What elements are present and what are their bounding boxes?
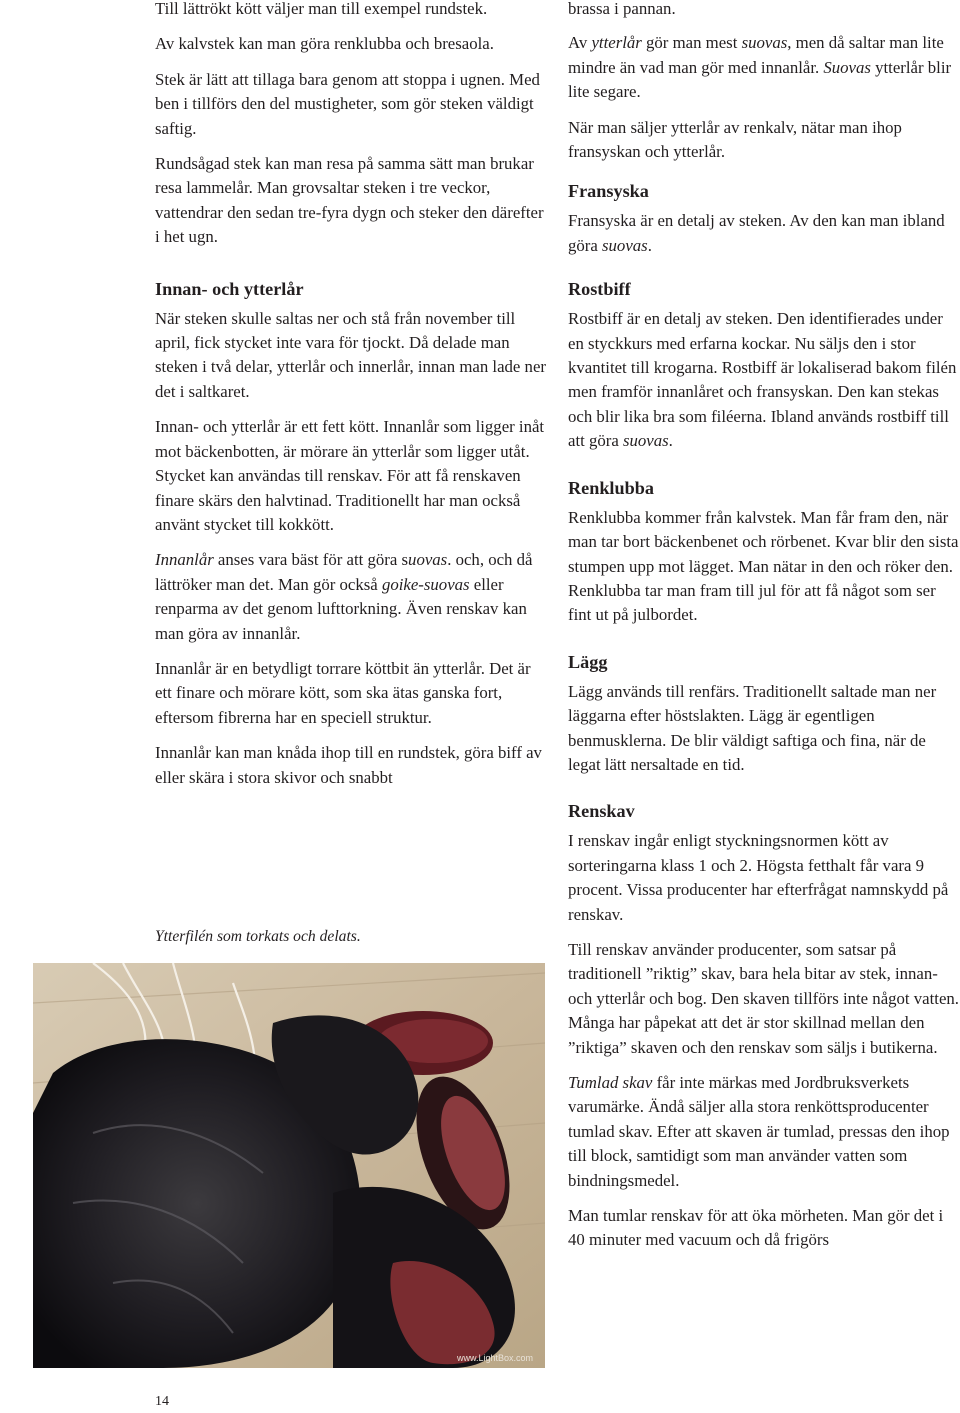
italic-term: goike-suovas	[381, 574, 470, 594]
section-heading-fransyska: Fransyska	[568, 181, 649, 202]
paragraph: Av kalvstek kan man göra renklubba och bresaola.	[155, 34, 494, 54]
italic-term: uovas	[408, 550, 448, 570]
paragraph: Innanlår kan man knåda ihop till en rundstek, göra biff av eller skära i stora skivor och snabbt	[155, 743, 542, 787]
left-column	[155, 0, 550, 790]
paragraph: I renskav ingår enligt styckningsnormen kött av sorteringarna klass 1 och 2. Högsta fetthalt får vara 9 procent. Vissa producenter har efterfrågat namnskydd på renskav.	[568, 831, 949, 924]
text-run: , men då saltar man lite mindre än vad man gör med innanlår.	[568, 33, 944, 77]
paragraph	[568, 307, 960, 453]
section-heading-innan-ytterlar: Innan- och ytterlår	[155, 278, 304, 299]
italic-term: suovas	[622, 431, 669, 451]
text-run: .	[668, 431, 673, 451]
paragraph: Stek är lätt att tillaga bara genom att stoppa i ugnen. Med ben i tillförs den del mustigheter, som gör steken väldigt saftig.	[155, 69, 540, 138]
text-run: eller renparma av det genom lufttorkning. Även renskav kan man göra av innanlår.	[155, 574, 527, 643]
photo-caption: Ytterfilén som torkats och delats.	[155, 928, 361, 945]
text-run: . och, och då lättröker man det. Man gör också	[155, 550, 533, 594]
text-run: gör man mest	[641, 33, 742, 53]
photo-dried-reindeer-fillet	[33, 963, 545, 1368]
paragraph: När steken skulle saltas ner och stå från november till april, fick stycket inte vara för tjockt. Då delade man steken i två delar, ytterlår och innerlår, innan man lade ner det i saltkaret.	[155, 308, 546, 401]
paragraph: Innan- och ytterlår är ett fett kött. Innanlår som ligger inåt mot bäckenbotten, är mörare än ytterlår som ligger utåt. Stycket kan användas till renskav. För att få renskaven finare skärs den halvtinad. Traditionellt har man också använt stycket till kokkött.	[155, 417, 545, 534]
italic-term: suovas	[741, 33, 788, 53]
text-run: får inte märkas med Jordbruksverkets varumärke. Ändå säljer alla stora renköttsproducenter tumlad skav. Efter att skaven är tumlad, pressas den ihop till block, samtidigt som man använder vatten som bindningsmedel.	[568, 1073, 950, 1190]
italic-term: suovas	[602, 235, 648, 255]
text-run: Av	[568, 33, 592, 53]
text-run: ytterlår blir lite segare.	[568, 57, 952, 102]
italic-term: Innanlår	[155, 550, 214, 570]
section-heading-rostbiff: Rostbiff	[568, 279, 631, 300]
paragraph: Rundsågad stek kan man resa på samma sätt man brukar resa lammelår. Man grovsaltar steken i tre veckor, vattendrar den sedan tre-fyra dygn och steker den därefter i het ugn.	[155, 154, 544, 247]
text-run: Fransyska är en detalj av steken. Av den kan man ibland göra	[568, 211, 945, 255]
section-heading-lagg: Lägg	[568, 651, 608, 672]
paragraph: När man säljer ytterlår av renkalv, nätar man ihop fransyskan och ytterlår.	[568, 117, 902, 162]
text-run: anses vara bäst för att göra s	[213, 550, 409, 570]
photo-illustration	[33, 963, 545, 1368]
paragraph	[155, 548, 550, 646]
paragraph	[568, 31, 960, 104]
italic-term: Suovas	[823, 57, 871, 77]
paragraph	[568, 1071, 960, 1193]
section-heading-renklubba: Renklubba	[568, 477, 654, 498]
paragraph: Lägg används till renfärs. Traditionellt saltade man ner läggarna efter höstslakten. Lägg är egentligen benmusklerna. De blir väldigt saftiga och fina, när de legat lätt nersaltade en tid.	[568, 681, 937, 774]
text-run: Rostbiff är en detalj av steken. Den identifierades under en styckkurs med erfarna kockar. Nu säljs den i stor kvantitet till krogarna. Rostbiff är lokaliserad bakom filén men framför innanlåret och fransyskan. Den kan stekas och blir lika bra som filéerna. Ibland används rostbiff till att göra	[568, 309, 957, 451]
section-heading-renskav: Renskav	[568, 801, 635, 822]
paragraph: Till renskav använder producenter, som satsar på traditionell ”riktig” skav, bara hela bitar av stek, innan- och ytterlår och bog. Den skaven tillförs inte något vatten. Många har påpekat att det är stor skillnad mellan den ”riktiga” skaven och den renskav som säljs i butikerna.	[568, 939, 959, 1057]
page-number: 14	[155, 1394, 169, 1409]
italic-term: ytterlår	[591, 33, 642, 53]
paragraph: Innanlår är en betydligt torrare köttbit än ytterlår. Det är ett finare och mörare kött, som ska ätas ganska fort, eftersom fibrerna har en speciell struktur.	[155, 658, 531, 727]
text-run: .	[647, 235, 652, 255]
paragraph: Till lättrökt kött väljer man till exempel rundstek.	[155, 0, 488, 18]
photo-watermark: www.LightBox.com	[456, 1353, 533, 1363]
paragraph: Renklubba kommer från kalvstek. Man får fram den, när man tar bort bäckenbenet och rörbenet. Kvar blir den sista stumpen upp mot lägget. Man nätar in den och röker den. Renklubba tar man fram till jul för att få något som ser fint ut på julbordet.	[568, 507, 959, 625]
paragraph: brassa i pannan.	[568, 0, 676, 18]
right-column	[568, 0, 960, 1253]
italic-term: Tumlad skav	[568, 1073, 653, 1092]
paragraph	[568, 209, 960, 258]
paragraph: Man tumlar renskav för att öka mörheten. Man gör det i 40 minuter med vacuum och då frigörs	[568, 1206, 944, 1250]
